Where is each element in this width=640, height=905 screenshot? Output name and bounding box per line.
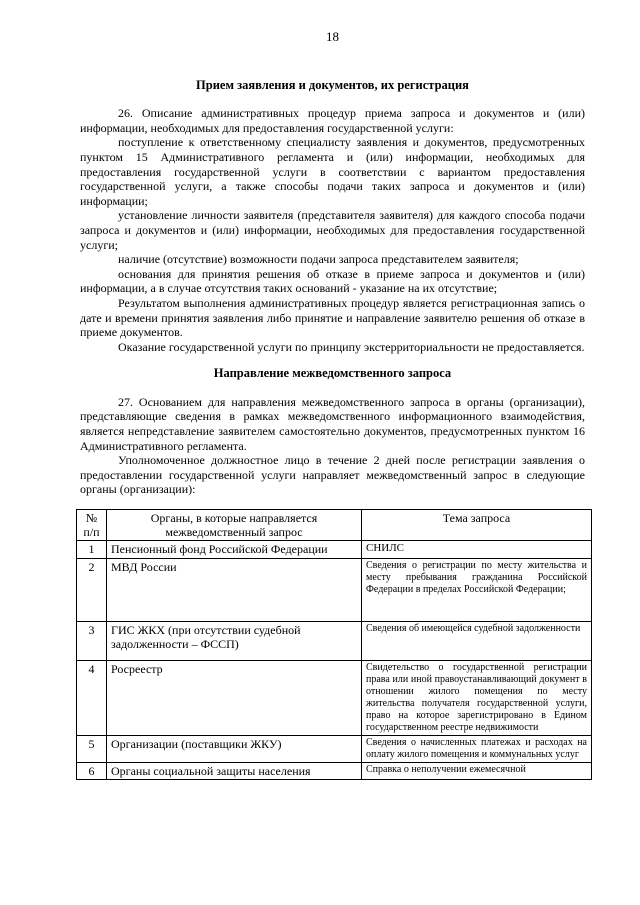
paragraph-identity: установление личности заявителя (представителя заявителя) для каждого способа подачи запроса и документов и (или) информации, необходимых для предоставления государственной услуги;	[80, 208, 585, 252]
header-number: № п/п	[77, 510, 107, 541]
row-agency: Организации (поставщики ЖКУ)	[107, 735, 362, 762]
row-agency: Органы социальной защиты населения	[107, 762, 362, 780]
paragraph-refusal-grounds: основания для принятия решения об отказе в приеме запроса и документов и (или) информации, а в случае отсутствия таких оснований - указание на их отсутствие;	[80, 266, 585, 296]
table-header-row	[77, 510, 592, 541]
row-topic: Свидетельство о государственной регистрации права или иной правоустанавливающий документ в отношении жилого помещения по месту жительства получателя государственной услуги, право на которое зарегистрировано в Едином государственном реестре недвижимости	[362, 660, 592, 735]
header-topic: Тема запроса	[362, 510, 592, 541]
header-agency: Органы, в которые направляется межведомственный запрос	[107, 510, 362, 541]
paragraph-result: Результатом выполнения административных процедур является регистрационная запись о дате и времени принятия заявления либо принятие и направление заявителю решения об отказе в приеме документов.	[80, 295, 585, 340]
row-number: 1	[77, 541, 107, 559]
paragraph-extraterritorial: Оказание государственной услуги по принципу экстерриториальности не предоставляется.	[118, 339, 585, 354]
row-topic: СНИЛС	[362, 541, 592, 559]
row-agency: Росреестр	[107, 660, 362, 735]
table-row	[77, 541, 592, 559]
row-topic: Справка о неполучении ежемесячной	[362, 762, 592, 780]
section-heading-reception: Прием заявления и документов, их регистрация	[196, 77, 469, 92]
row-agency: Пенсионный фонд Российской Федерации	[107, 541, 362, 559]
row-number: 5	[77, 735, 107, 762]
paragraph-26: 26. Описание административных процедур приема запроса и документов и (или) информации, необходимых для предоставления государственной услуги:	[80, 106, 585, 135]
table-row	[77, 735, 592, 762]
row-agency: МВД России	[107, 558, 362, 621]
row-agency: ГИС ЖКХ (при отсутствии судебной задолженности – ФССП)	[107, 621, 362, 660]
row-topic: Сведения о регистрации по месту жительства и месту пребывания гражданина Российской Федерации в пределах Российской Федерации;	[362, 558, 592, 621]
row-number: 3	[77, 621, 107, 660]
table-row	[77, 660, 592, 735]
table-row	[77, 762, 592, 780]
row-number: 4	[77, 660, 107, 735]
page-number: 18	[326, 29, 339, 44]
table-row	[77, 621, 592, 660]
row-number: 2	[77, 558, 107, 621]
document-page	[80, 30, 585, 780]
paragraph-representative: наличие (отсутствие) возможности подачи запроса представителем заявителя;	[118, 252, 519, 267]
paragraph-receipt: поступление к ответственному специалисту заявления и документов, предусмотренных пунктом 15 Административного регламента и (или) информации, необходимых для предоставления государственной услуги в соответствии с вариантом предоставления государственной услуги, а также способы подачи таких запроса и документов и (или) информации;	[80, 135, 585, 208]
paragraph-official: Уполномоченное должностное лицо в течение 2 дней после регистрации заявления о предоставлении государственной услуги направляет межведомственный запрос в следующие органы (организации):	[80, 453, 585, 497]
paragraph-27: 27. Основанием для направления межведомственного запроса в органы (организации), представляющие сведения в рамках межведомственного информационного взаимодействия, является непредставление заявителем самостоятельно документов, предусмотренных пунктом 16 Административного регламента.	[80, 394, 585, 453]
table-row	[77, 558, 592, 621]
agencies-table	[76, 509, 592, 780]
row-topic: Сведения о начисленных платежах и расходах на оплату жилого помещения и коммунальных услуг	[362, 735, 592, 762]
section-heading-interagency: Направление межведомственного запроса	[213, 366, 452, 381]
row-number: 6	[77, 762, 107, 780]
row-topic: Сведения об имеющейся судебной задолженности	[362, 621, 592, 660]
